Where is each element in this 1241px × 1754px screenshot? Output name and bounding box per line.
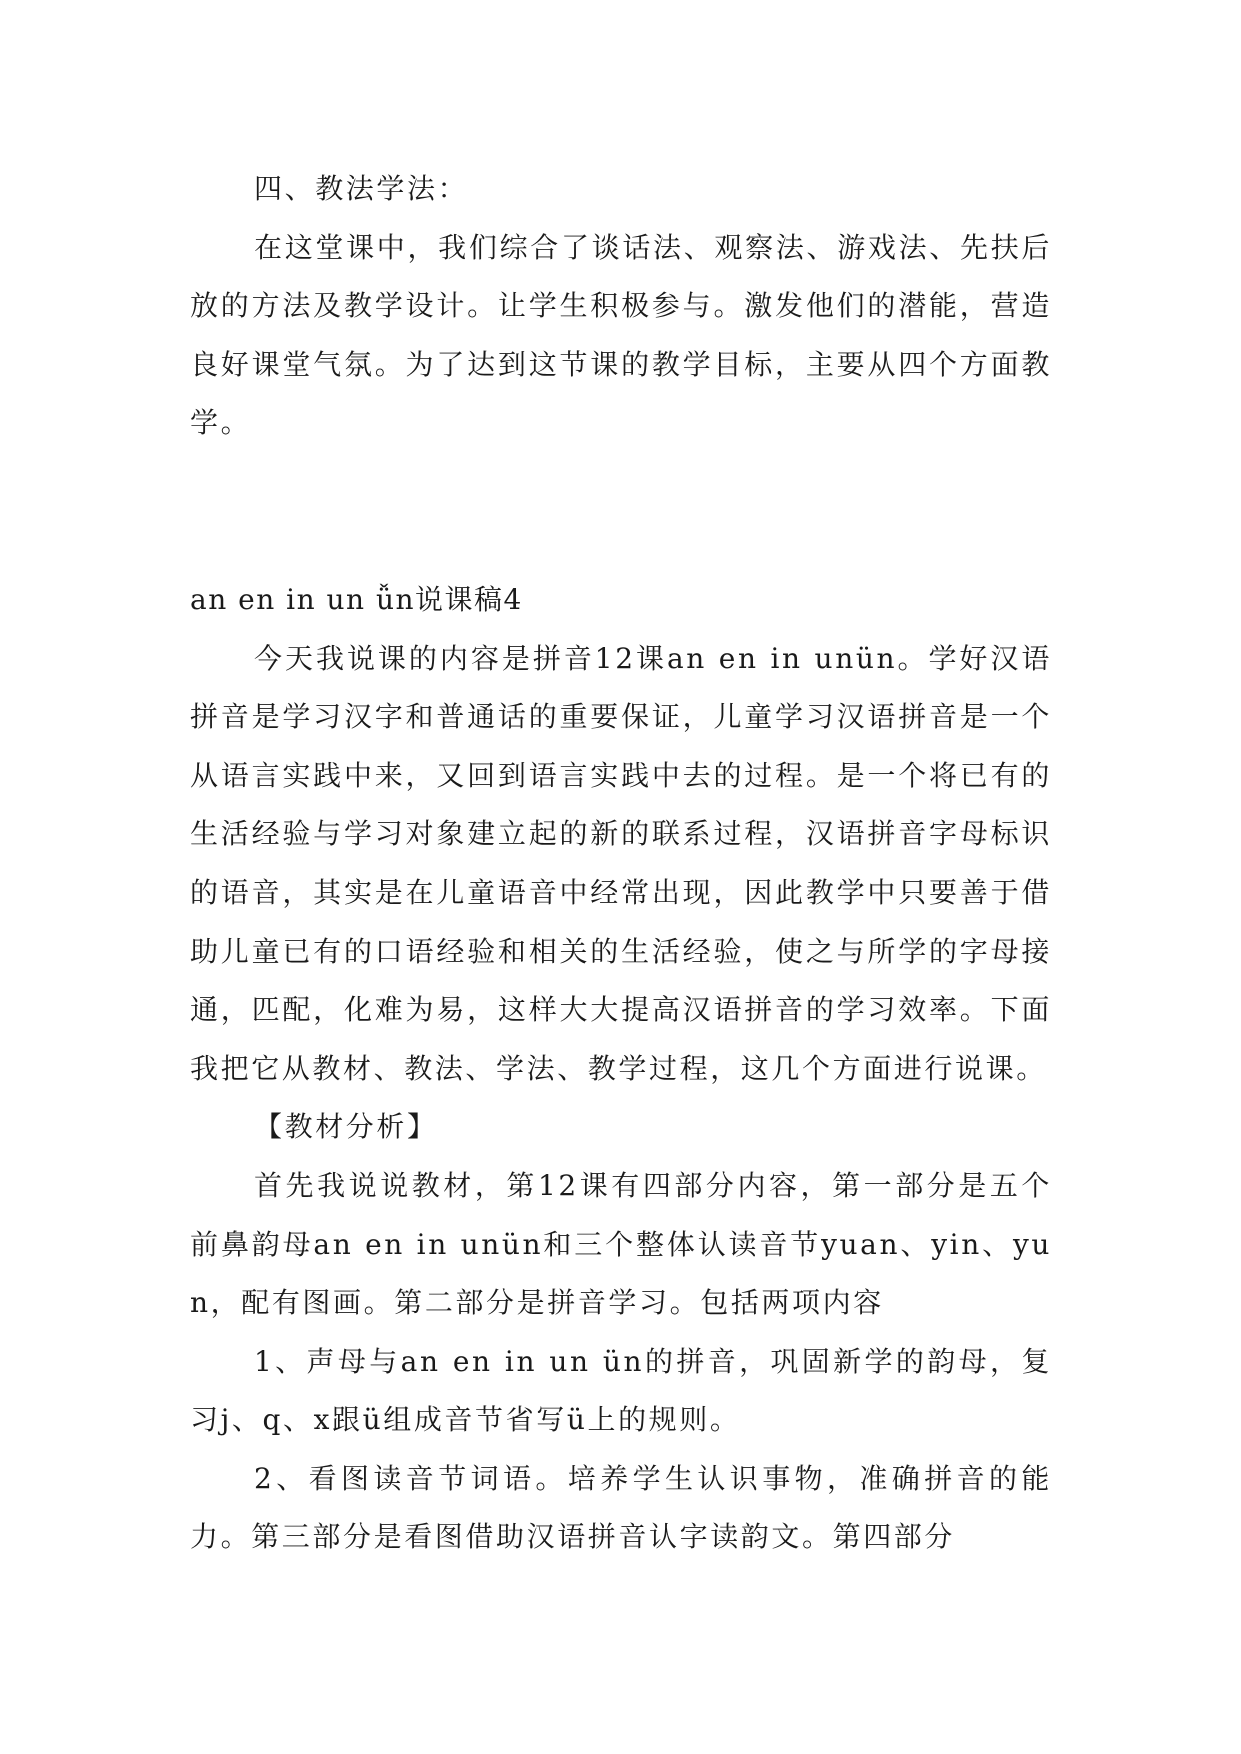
analysis-heading: 【教材分析】 (254, 1110, 438, 1144)
section-four-heading: 四、教法学法： (254, 172, 469, 205)
intro-paragraph: 今天我说课的内容是拼音12课an en in unün。学好汉语拼音是学习汉字和普通话的重要保证，儿童学习汉语拼音是一个从语言实践中来，又回到语言实践中去的过程。是一个将已有的生活经验与学习对象建立起的新的联系过程，汉语拼音字母标识的语音，其实是在儿童语音中经常出现，因此教学中只要善于借助儿童已有的口语经验和相关的生活经验，使之与所学的字母接通，匹配，化难为易，这样大大提高汉语拼音的学习效率。下面我把它从教材、教法、学法、教学过程，这几个方面进行说课。 (190, 641, 1052, 1085)
analysis-paragraph: 首先我说说教材，第12课有四部分内容，第一部分是五个前鼻韵母an en in unün和三个整体认读音节yuan、yin、yun，配有图画。第二部分是拼音学习。包括两项内容 (190, 1168, 1052, 1320)
list-item-one: 1、声母与an en in un ün的拼音，巩固新学的韵母，复习j、q、x跟ü组成音节省写ü上的规则。 (190, 1344, 1052, 1437)
list-item-two: 2、看图读音节词语。培养学生认识事物，准确拼音的能力。第三部分是看图借助汉语拼音认字读韵文。第四部分 (190, 1461, 1052, 1554)
article-title: an en in un ǚn说课稿4 (190, 582, 523, 616)
paragraph-gap (190, 453, 1052, 571)
document-body (190, 160, 1052, 1567)
section-four-paragraph: 在这堂课中，我们综合了谈话法、观察法、游戏法、先扶后放的方法及教学设计。让学生积极参与。激发他们的潜能，营造良好课堂气氛。为了达到这节课的教学目标，主要从四个方面教学。 (190, 230, 1052, 440)
